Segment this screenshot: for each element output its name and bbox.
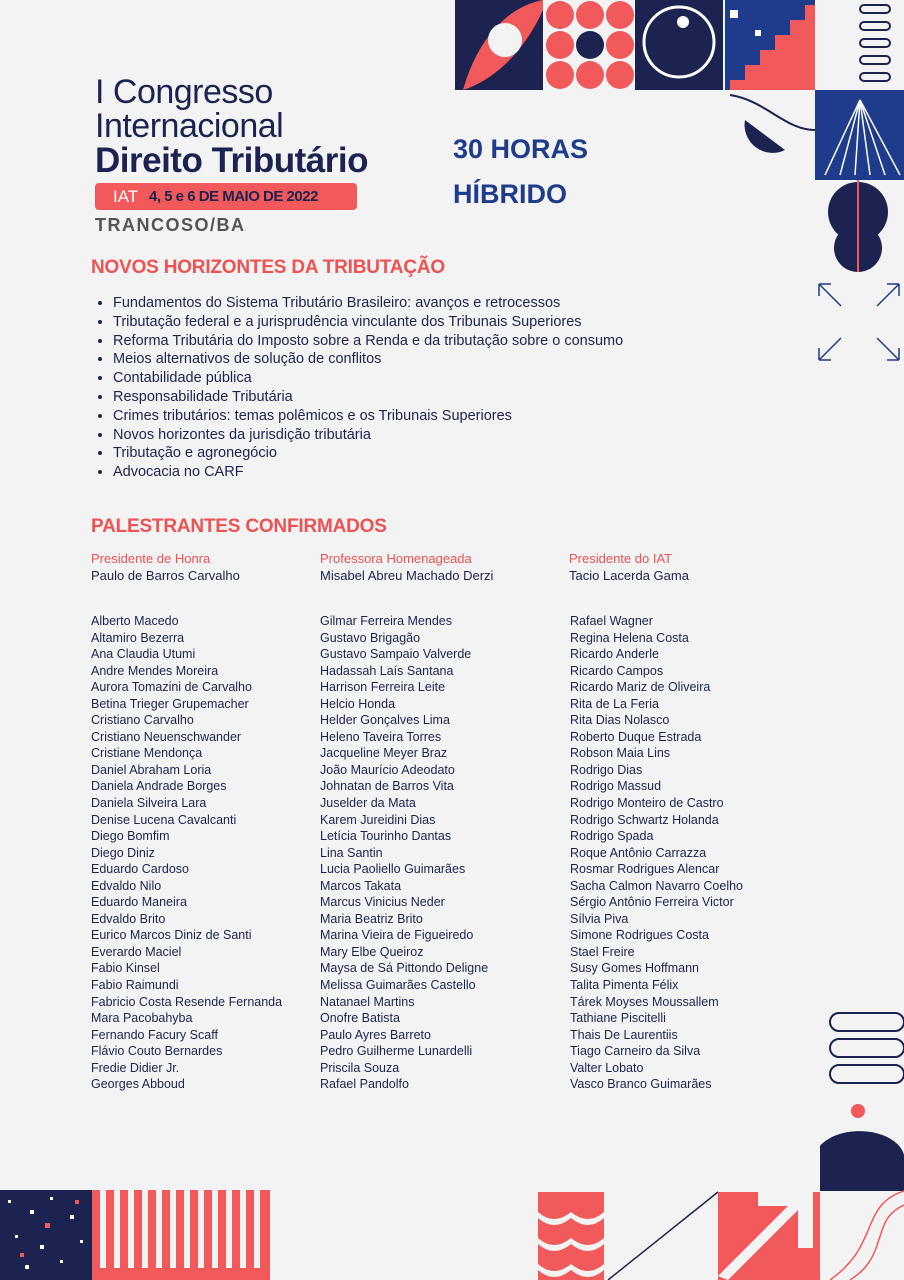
speaker-name: Cristiano Carvalho bbox=[91, 713, 194, 728]
title-line-1: I Congresso bbox=[95, 73, 273, 111]
speaker-name: Gilmar Ferreira Mendes bbox=[320, 614, 452, 628]
speaker-name: Altamiro Bezerra bbox=[91, 630, 185, 645]
speaker-name: Andre Mendes Moreira bbox=[91, 663, 219, 678]
speaker-name: Heleno Taveira Torres bbox=[320, 729, 442, 744]
speaker-name: Juselder da Mata bbox=[320, 796, 416, 811]
speaker-name: Hadassah Laís Santana bbox=[320, 663, 454, 678]
speaker-name: Rodrigo Massud bbox=[570, 779, 662, 794]
topics-heading: NOVOS HORIZONTES DA TRIBUTAÇÃO bbox=[91, 257, 445, 278]
topic-item: • Crimes tributários: temas polêmicos e os Tribunais Superiores bbox=[113, 407, 753, 426]
honor-name: Misabel Abreu Machado Derzi bbox=[320, 568, 494, 583]
speaker-name: Mary Elbe Queiroz bbox=[320, 944, 424, 959]
decorative-pattern-right bbox=[820, 1005, 904, 1280]
speaker-name: Marcus Vinicius Neder bbox=[320, 895, 445, 910]
speaker-name: Lina Santin bbox=[320, 845, 383, 860]
speaker-name: João Maurício Adeodato bbox=[320, 762, 455, 777]
speakers-heading: PALESTRANTES CONFIRMADOS bbox=[91, 516, 387, 537]
speaker-name: Rodrigo Schwartz Holanda bbox=[570, 812, 719, 827]
event-dates: 4, 5 e 6 DE MAIO DE 2022 bbox=[149, 188, 318, 205]
speaker-name: Robson Maia Lins bbox=[570, 746, 671, 761]
speaker-name: Helder Gonçalves Lima bbox=[320, 713, 450, 728]
speaker-name: Rodrigo Spada bbox=[570, 829, 654, 844]
speaker-name: Rita de La Feria bbox=[570, 696, 659, 711]
honor-role: Presidente de Honra bbox=[91, 551, 211, 566]
speaker-name: Eduardo Cardoso bbox=[91, 862, 189, 877]
speaker-name: Denise Lucena Cavalcanti bbox=[91, 812, 237, 827]
speaker-name: Helcio Honda bbox=[320, 696, 396, 711]
topic-item: • Contabilidade pública bbox=[113, 369, 753, 388]
title-line-3: Direito Tributário bbox=[95, 141, 368, 180]
honor-role: Professora Homenageada bbox=[320, 551, 472, 566]
speaker-name: Cristiano Neuenschwander bbox=[91, 729, 242, 744]
speakers-column-2 bbox=[320, 613, 488, 1093]
speaker-name: Eduardo Maneira bbox=[91, 895, 187, 910]
speaker-name: Ana Claudia Utumi bbox=[91, 647, 196, 662]
speaker-name: Maysa de Sá Pittondo Deligne bbox=[320, 961, 489, 976]
speaker-name: Sacha Calmon Navarro Coelho bbox=[570, 878, 744, 893]
speaker-name: Gustavo Sampaio Valverde bbox=[320, 647, 472, 662]
speaker-name: Eurico Marcos Diniz de Santi bbox=[91, 928, 252, 943]
speaker-name: Daniela Andrade Borges bbox=[91, 779, 227, 794]
speaker-name: Letícia Tourinho Dantas bbox=[320, 829, 452, 844]
speaker-name: Fernando Facury Scaff bbox=[91, 1027, 218, 1042]
speaker-name: Natanael Martins bbox=[320, 994, 415, 1009]
speaker-name: Rosmar Rodrigues Alencar bbox=[570, 862, 720, 877]
speaker-name: Aurora Tomazini de Carvalho bbox=[91, 680, 252, 695]
honor-name: Tacio Lacerda Gama bbox=[569, 568, 689, 583]
speaker-name: Flávio Couto Bernardes bbox=[91, 1044, 223, 1059]
speaker-name: Diego Bomfim bbox=[91, 829, 170, 844]
speaker-name: Melissa Guimarães Castello bbox=[320, 978, 476, 993]
speaker-name: Roque Antônio Carrazza bbox=[570, 845, 707, 860]
speaker-name: Rafael Pandolfo bbox=[320, 1077, 409, 1092]
speaker-name: Rita Dias Nolasco bbox=[570, 713, 670, 728]
speaker-name: Cristiane Mendonça bbox=[91, 746, 203, 761]
speaker-name: Ricardo Campos bbox=[570, 663, 664, 678]
speaker-name: Tárek Moyses Moussallem bbox=[570, 994, 719, 1009]
speaker-name: Talita Pimenta Félix bbox=[570, 978, 679, 993]
speaker-name: Ricardo Mariz de Oliveira bbox=[570, 680, 711, 695]
speaker-name: Tathiane Piscitelli bbox=[570, 1011, 666, 1026]
arrows-icon bbox=[815, 280, 904, 365]
honored-professor bbox=[320, 551, 493, 583]
speaker-name: Simone Rodrigues Costa bbox=[570, 928, 709, 943]
event-hours: 30 HORAS bbox=[453, 134, 589, 164]
speaker-name: Harrison Ferreira Leite bbox=[320, 680, 446, 695]
speaker-name: Jacqueline Meyer Braz bbox=[320, 746, 448, 761]
speaker-name: Fabio Kinsel bbox=[91, 961, 160, 976]
speaker-name: Susy Gomes Hoffmann bbox=[570, 961, 699, 976]
speaker-name: Rodrigo Monteiro de Castro bbox=[570, 796, 724, 811]
date-banner bbox=[95, 183, 357, 210]
title-line-2: Internacional bbox=[95, 107, 284, 145]
speaker-name: Rodrigo Dias bbox=[570, 762, 643, 777]
org-label: IAT bbox=[113, 187, 139, 206]
speaker-name: Tiago Carneiro da Silva bbox=[570, 1044, 701, 1059]
speaker-name: Edvaldo Brito bbox=[91, 911, 166, 926]
speakers-column-1 bbox=[91, 613, 282, 1093]
speaker-name: Gustavo Brigagão bbox=[320, 630, 421, 645]
topic-item: • Reforma Tributária do Imposto sobre a Renda e da tributação sobre o consumo bbox=[113, 332, 753, 351]
speaker-name: Regina Helena Costa bbox=[570, 630, 689, 645]
speaker-name: Thais De Laurentiis bbox=[570, 1027, 678, 1042]
speaker-name: Betina Trieger Grupemacher bbox=[91, 696, 249, 711]
iat-president bbox=[569, 551, 689, 583]
speaker-name: Valter Lobato bbox=[570, 1060, 644, 1075]
speaker-name: Rafael Wagner bbox=[570, 614, 653, 628]
speaker-name: Fredie Didier Jr. bbox=[91, 1060, 180, 1075]
topics-list bbox=[95, 294, 753, 482]
speaker-name: Daniel Abraham Loria bbox=[91, 762, 212, 777]
speaker-name: Stael Freire bbox=[570, 944, 635, 959]
speaker-name: Marina Vieira de Figueiredo bbox=[320, 928, 474, 943]
topic-item: • Tributação e agronegócio bbox=[113, 444, 753, 463]
speaker-name: Everardo Maciel bbox=[91, 944, 182, 959]
event-city: TRANCOSO/BA bbox=[95, 215, 246, 235]
speaker-name: Sérgio Antônio Ferreira Victor bbox=[570, 895, 734, 910]
speaker-name: Lucia Paoliello Guimarães bbox=[320, 862, 466, 877]
topic-item: • Responsabilidade Tributária bbox=[113, 388, 753, 407]
topic-item: • Tributação federal e a jurisprudência vinculante dos Tribunais Superiores bbox=[113, 313, 753, 332]
speaker-name: Fabio Raimundi bbox=[91, 978, 179, 993]
topic-item: • Advocacia no CARF bbox=[113, 463, 753, 482]
speaker-name: Karem Jureidini Dias bbox=[320, 812, 436, 827]
speaker-name: Vasco Branco Guimarães bbox=[570, 1077, 712, 1092]
speakers-column-3 bbox=[570, 613, 743, 1093]
speaker-name: Georges Abboud bbox=[91, 1077, 185, 1092]
speaker-name: Mara Pacobahyba bbox=[91, 1011, 193, 1026]
speaker-name: Onofre Batista bbox=[320, 1011, 400, 1026]
topic-item: • Meios alternativos de solução de conflitos bbox=[113, 350, 753, 369]
decorative-pattern-bottom-left bbox=[0, 1185, 270, 1280]
honor-name: Paulo de Barros Carvalho bbox=[91, 568, 240, 583]
speaker-name: Maria Beatriz Brito bbox=[320, 911, 423, 926]
honor-role: Presidente do IAT bbox=[569, 551, 673, 566]
speaker-name: Pedro Guilherme Lunardelli bbox=[320, 1044, 473, 1059]
topic-item: • Fundamentos do Sistema Tributário Brasileiro: avanços e retrocessos bbox=[113, 294, 753, 313]
speaker-name: Ricardo Anderle bbox=[570, 647, 659, 662]
speaker-name: Alberto Macedo bbox=[91, 614, 179, 628]
speaker-name: Roberto Duque Estrada bbox=[570, 729, 702, 744]
speaker-name: Fabricio Costa Resende Fernanda bbox=[91, 994, 283, 1009]
speaker-name: Edvaldo Nilo bbox=[91, 878, 162, 893]
decorative-pattern-bottom-right bbox=[538, 1188, 820, 1280]
honor-president bbox=[91, 551, 240, 583]
event-mode: HÍBRIDO bbox=[453, 179, 567, 209]
speaker-name: Sílvia Piva bbox=[570, 911, 629, 926]
speaker-name: Diego Diniz bbox=[91, 845, 155, 860]
speaker-name: Marcos Takata bbox=[320, 878, 402, 893]
speaker-name: Paulo Ayres Barreto bbox=[320, 1027, 431, 1042]
topic-item: • Novos horizontes da jurisdição tributária bbox=[113, 426, 753, 445]
speaker-name: Priscila Souza bbox=[320, 1060, 400, 1075]
speaker-name: Daniela Silveira Lara bbox=[91, 796, 207, 811]
speaker-name: Johnatan de Barros Vita bbox=[320, 779, 454, 794]
